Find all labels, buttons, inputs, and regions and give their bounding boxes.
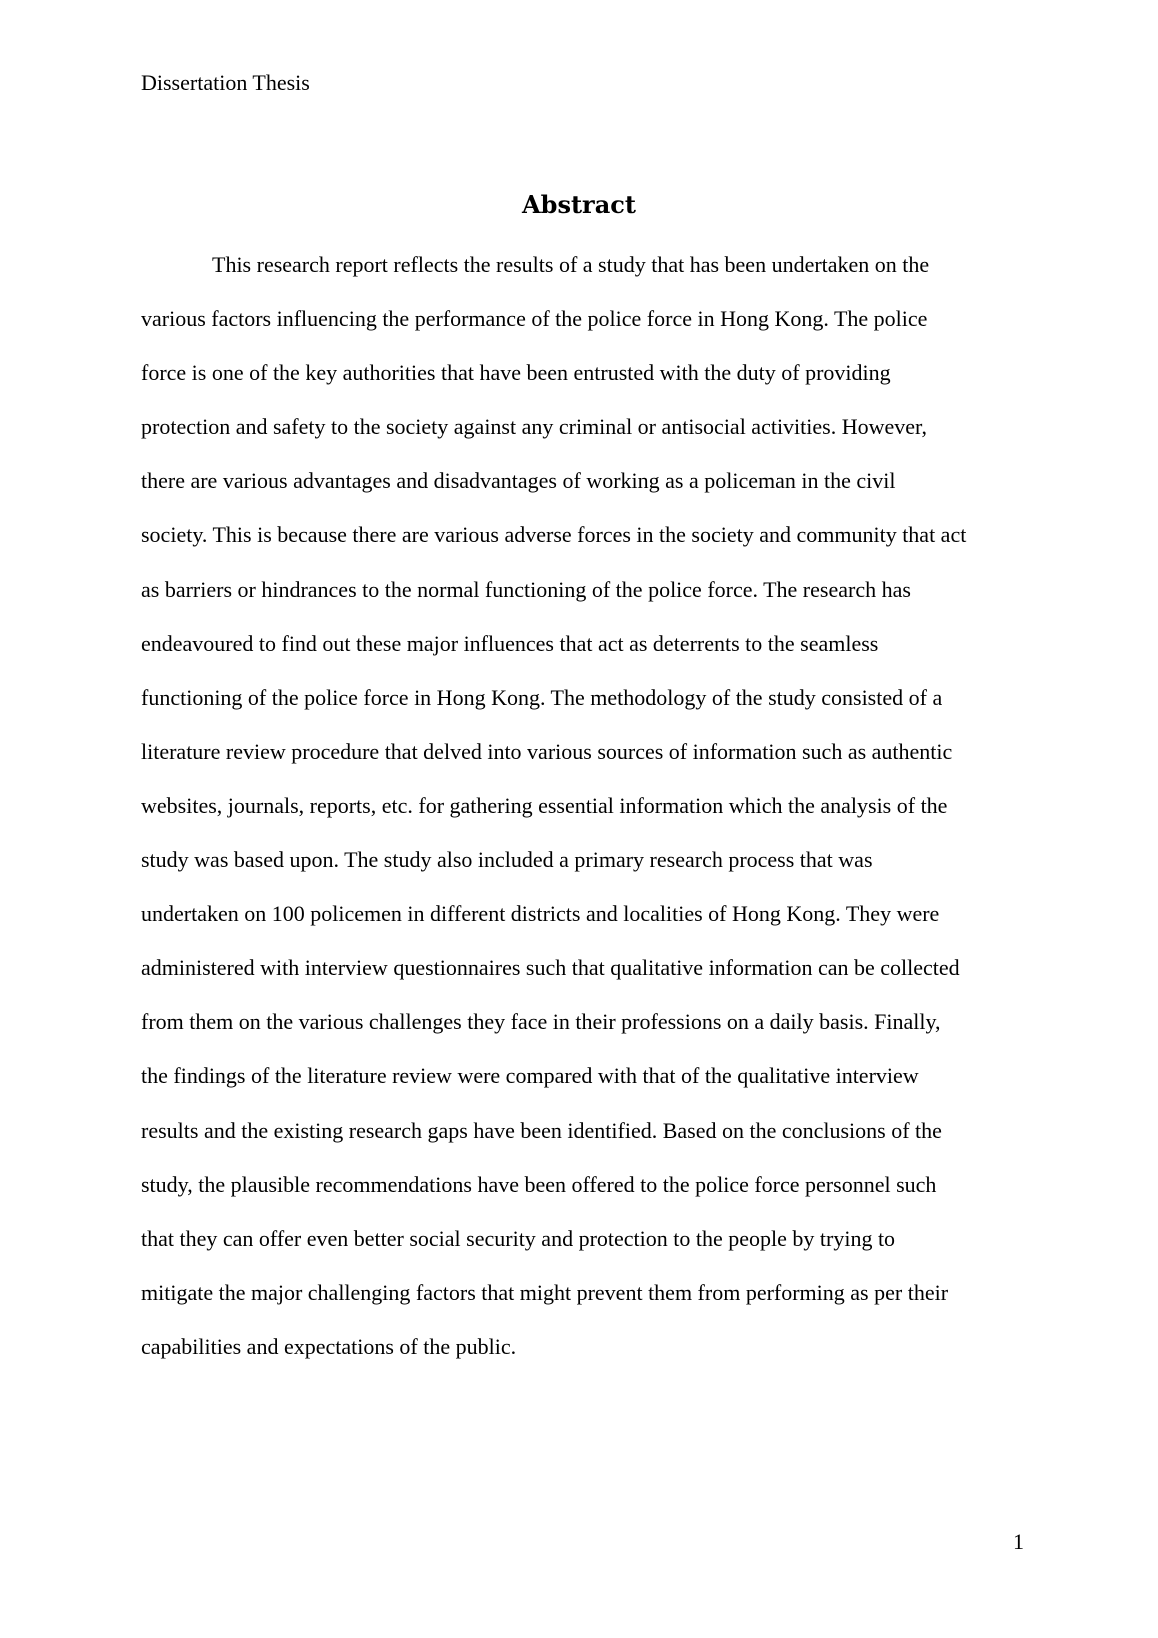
running-head: Dissertation Thesis	[141, 70, 310, 95]
abstract-line: that they can offer even better social security and protection to the people by trying to	[141, 1225, 896, 1251]
abstract-line: various factors influencing the performance of the police force in Hong Kong. The police	[141, 306, 928, 332]
abstract-line: study was based upon. The study also included a primary research process that was	[141, 847, 873, 873]
abstract-body	[141, 250, 1021, 1386]
abstract-line: functioning of the police force in Hong Kong. The methodology of the study consisted of a	[141, 684, 943, 710]
abstract-line: the findings of the literature review were compared with that of the qualitative interview	[141, 1063, 919, 1089]
abstract-line: force is one of the key authorities that have been entrusted with the duty of providing	[141, 360, 891, 386]
abstract-line: websites, journals, reports, etc. for gathering essential information which the analysis of the	[141, 792, 948, 818]
abstract-line: This research report reflects the results of a study that has been undertaken on the	[212, 252, 930, 277]
abstract-line: study, the plausible recommendations have been offered to the police force personnel such	[141, 1171, 937, 1197]
page-number: 1	[1013, 1529, 1024, 1554]
abstract-line: society. This is because there are various adverse forces in the society and community that act	[141, 522, 967, 548]
abstract-line: endeavoured to find out these major influences that act as deterrents to the seamless	[141, 630, 879, 656]
abstract-line: from them on the various challenges they face in their professions on a daily basis. Finally,	[141, 1009, 941, 1035]
abstract-line: as barriers or hindrances to the normal functioning of the police force. The research has	[141, 576, 911, 602]
abstract-line: undertaken on 100 policemen in different districts and localities of Hong Kong. They were	[141, 901, 940, 927]
abstract-line: results and the existing research gaps have been identified. Based on the conclusions of the	[141, 1117, 942, 1143]
abstract-title: Abstract	[522, 190, 636, 219]
abstract-line: administered with interview questionnaires such that qualitative information can be collected	[141, 955, 960, 981]
abstract-line: mitigate the major challenging factors that might prevent them from performing as per their	[141, 1279, 949, 1305]
abstract-line: there are various advantages and disadvantages of working as a policeman in the civil	[141, 468, 896, 494]
abstract-line: literature review procedure that delved into various sources of information such as authentic	[141, 738, 953, 764]
abstract-line: capabilities and expectations of the public.	[141, 1333, 517, 1359]
abstract-line: protection and safety to the society against any criminal or antisocial activities. However,	[141, 414, 927, 440]
